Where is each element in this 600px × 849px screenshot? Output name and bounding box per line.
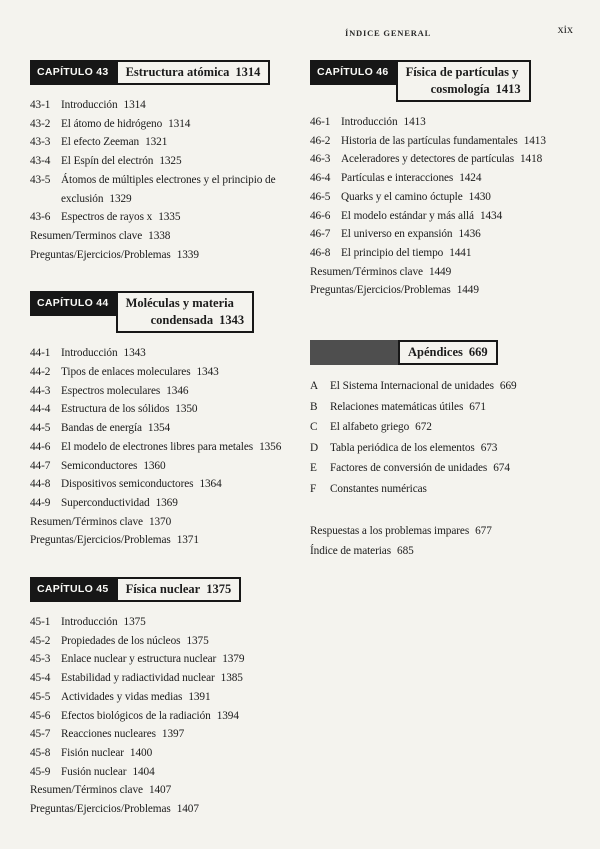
entry-page: 1413: [523, 134, 546, 147]
page-number: xix: [557, 22, 573, 36]
section-title-line: [126, 64, 261, 81]
chapter-section: [310, 60, 584, 300]
section-title-text: Estructura atómica: [125, 65, 230, 79]
toc-list: [310, 376, 584, 499]
entry-body: [61, 115, 296, 134]
entry-body: [30, 781, 296, 800]
plain-section: [310, 521, 584, 561]
entry-number: 45-8: [30, 746, 51, 759]
entry-number: A: [310, 380, 319, 393]
entry-page: 1397: [161, 728, 185, 741]
entry-text: El universo en expansión: [341, 228, 453, 241]
entry-page: 669: [499, 380, 517, 393]
toc-entry: [310, 541, 584, 561]
section-title-line: [408, 344, 488, 361]
entry-body: [61, 438, 296, 457]
toc-list: [310, 521, 584, 561]
entry-body: [330, 479, 584, 500]
entry-page: 1400: [129, 746, 153, 759]
entry-page: 1449: [428, 265, 452, 278]
entry-text: Fisión nuclear: [61, 746, 124, 759]
toc-list: [30, 613, 296, 819]
entry-body: [341, 132, 584, 151]
entry-text: Fusión nuclear: [61, 765, 127, 778]
entry-number: F: [310, 482, 317, 495]
entry-number: 46-5: [310, 190, 331, 203]
section-title-page: 1314: [235, 65, 261, 79]
entry-page: 1391: [188, 690, 211, 703]
entry-page: 677: [475, 525, 492, 538]
entry-number: 43-4: [30, 155, 51, 168]
entry-text: Resumen/Términos clave: [30, 784, 143, 797]
toc-entry: [310, 225, 584, 244]
entry-text: Resumen/Términos clave: [30, 515, 143, 528]
entry-text: Respuestas a los problemas impares: [310, 525, 470, 538]
entry-page: 674: [493, 462, 510, 475]
entry-text: Factores de conversión de unidades: [330, 462, 488, 475]
entry-number: B: [310, 400, 318, 413]
entry-number: 43-2: [30, 117, 51, 130]
entry-page: 1364: [199, 478, 222, 491]
chapter-section: [30, 291, 296, 550]
entry-number: 43-5: [30, 173, 51, 186]
entry-page: 1371: [176, 534, 199, 547]
toc-entry: [30, 632, 296, 651]
entry-body: [61, 688, 296, 707]
entry-text: El modelo de electrones libres para metales: [61, 440, 254, 453]
entry-body: [341, 225, 584, 244]
toc-entry: [310, 169, 584, 188]
entry-text: El efecto Zeeman: [61, 136, 140, 149]
entry-text: Tipos de enlaces moleculares: [61, 366, 191, 379]
entry-text: Quarks y el camino óctuple: [341, 190, 463, 203]
toc-entry: [30, 96, 296, 115]
section-title-page: 1343: [219, 313, 245, 328]
section-header: [30, 291, 296, 333]
toc-entry: [310, 188, 584, 207]
entry-body: [61, 133, 296, 152]
section-title: [398, 340, 498, 365]
section-title-text: condensada: [150, 313, 214, 328]
entry-body: [310, 521, 584, 541]
toc-entry: [30, 208, 296, 227]
toc-entry: [310, 207, 584, 226]
section-title-text: Física nuclear: [125, 582, 201, 597]
entry-number: 46-8: [310, 246, 331, 259]
entry-text: Superconductividad: [61, 496, 150, 509]
toc-entry: [30, 669, 296, 688]
entry-page: 1343: [123, 347, 146, 360]
toc-entry: [310, 417, 584, 438]
entry-body: [61, 171, 296, 208]
entry-number: E: [310, 462, 317, 475]
entry-body: [61, 744, 296, 763]
entry-page: 671: [469, 400, 486, 413]
entry-number: 45-3: [30, 653, 51, 666]
entry-body: [61, 669, 296, 688]
entry-body: [61, 363, 296, 382]
entry-page: 1430: [468, 190, 491, 203]
entry-page: 1436: [458, 228, 481, 241]
entry-text: El modelo estándar y más allá: [341, 209, 474, 222]
entry-text: Preguntas/Ejercicios/Problemas: [30, 534, 171, 547]
entry-body: [341, 113, 584, 132]
entry-text: Introducción: [61, 616, 118, 629]
toc-entry: [30, 171, 296, 208]
toc-entry: [310, 458, 584, 479]
section-title-line: Moléculas y materia: [125, 296, 234, 311]
section-header: [310, 340, 584, 365]
entry-text: Semiconductores: [61, 459, 138, 472]
entry-number: 44-2: [30, 366, 51, 379]
entry-number: 44-5: [30, 422, 51, 435]
toc-entry: [30, 419, 296, 438]
entry-number: 44-9: [30, 496, 51, 509]
chapter-label: CAPÍTULO 46: [310, 60, 396, 85]
entry-page: 1354: [147, 422, 171, 435]
toc-columns: [30, 60, 584, 819]
entry-text: Espectros de rayos x: [61, 211, 153, 224]
toc-entry: [30, 531, 296, 550]
entry-page: 1360: [143, 459, 166, 472]
entry-number: 44-1: [30, 347, 51, 360]
entry-body: [61, 419, 296, 438]
entry-body: [310, 281, 584, 300]
entry-body: [61, 725, 296, 744]
entry-body: [61, 457, 296, 476]
entry-body: [30, 227, 296, 246]
section-title-page: 1375: [206, 582, 232, 597]
toc-entry: [30, 246, 296, 265]
entry-body: [30, 513, 296, 532]
entry-page: 1356: [259, 440, 282, 453]
toc-entry: [30, 800, 296, 819]
toc-entry: [30, 152, 296, 171]
entry-text: Introducción: [61, 347, 118, 360]
right-column: [310, 60, 584, 819]
entry-text: El principio del tiempo: [341, 246, 444, 259]
entry-body: [341, 188, 584, 207]
entry-body: [310, 263, 584, 282]
entry-number: 43-1: [30, 99, 51, 111]
entry-page: 1314: [123, 99, 146, 111]
entry-page: 1325: [159, 155, 182, 168]
entry-body: [61, 152, 296, 171]
entry-text: Efectos biológicos de la radiación: [61, 709, 211, 722]
entry-text: El Sistema Internacional de unidades: [330, 380, 494, 393]
entry-body: [310, 541, 584, 561]
toc-entry: [30, 344, 296, 363]
entry-page: 1407: [176, 803, 199, 816]
toc-entry: [30, 781, 296, 800]
entry-page: 1335: [158, 211, 181, 224]
entry-page: 1350: [175, 403, 198, 416]
entry-text: Relaciones matemáticas útiles: [330, 400, 464, 413]
entry-page: 1394: [216, 709, 239, 722]
entry-text: Constantes numéricas: [330, 482, 427, 495]
entry-page: 1370: [148, 515, 172, 528]
section-title: [116, 577, 242, 602]
entry-number: 46-7: [310, 228, 331, 241]
entry-body: [330, 458, 584, 479]
section-title-page: 1413: [495, 82, 521, 96]
entry-text: Partículas e interacciones: [341, 172, 454, 185]
appendix-label-block: [310, 340, 398, 365]
toc-entry: [30, 115, 296, 134]
entry-body: [30, 800, 296, 819]
entry-body: [61, 475, 296, 494]
entry-text: Dispositivos semiconductores: [61, 478, 194, 491]
entry-text: Resumen/Términos clave: [310, 265, 423, 278]
toc-entry: [310, 113, 584, 132]
section-title-line: [126, 312, 245, 329]
entry-body: [61, 650, 296, 669]
toc-list: [30, 96, 296, 264]
entry-number: 45-2: [30, 634, 51, 647]
entry-body: [341, 244, 584, 263]
toc-entry: [30, 400, 296, 419]
entry-number: 44-6: [30, 440, 51, 453]
entry-page: 1329: [109, 192, 132, 205]
entry-text: El alfabeto griego: [330, 421, 410, 434]
entry-body: [61, 96, 296, 115]
toc-entry: [30, 438, 296, 457]
entry-text: Tabla periódica de los elementos: [330, 441, 475, 454]
entry-body: [30, 531, 296, 550]
section-title-line: Física de partículas y: [405, 65, 519, 79]
entry-text: Introducción: [341, 116, 398, 128]
entry-number: 46-1: [310, 116, 331, 128]
entry-text: Índice de materias: [310, 545, 392, 558]
entry-body: [330, 397, 584, 418]
entry-page: 1338: [148, 229, 171, 242]
entry-number: D: [310, 441, 319, 454]
toc-entry: [310, 281, 584, 300]
toc-entry: [30, 763, 296, 782]
entry-page: 1424: [459, 172, 482, 185]
entry-number: 45-4: [30, 672, 51, 685]
entry-text: El átomo de hidrógeno: [61, 117, 163, 130]
entry-number: 45-9: [30, 765, 51, 778]
entry-body: [61, 632, 296, 651]
entry-number: C: [310, 421, 318, 434]
entry-body: [330, 376, 584, 397]
toc-entry: [30, 457, 296, 476]
section-title: [116, 291, 255, 333]
entry-page: 1407: [148, 784, 172, 797]
toc-entry: [310, 438, 584, 459]
toc-entry: [30, 494, 296, 513]
section-title-page: 669: [468, 345, 488, 360]
section-header: [310, 60, 584, 102]
entry-page: 1321: [145, 136, 168, 149]
section-title: [116, 60, 271, 85]
entry-number: 46-3: [310, 153, 331, 166]
entry-text: Historia de las partículas fundamentales: [341, 134, 518, 147]
entry-text: Estructura de los sólidos: [61, 403, 170, 416]
entry-body: [61, 707, 296, 726]
entry-body: [61, 494, 296, 513]
entry-page: 1375: [123, 616, 146, 629]
section-header: [30, 577, 296, 602]
entry-page: 1441: [449, 246, 472, 259]
entry-number: 44-7: [30, 459, 51, 472]
entry-text: Propiedades de los núcleos: [61, 634, 181, 647]
entry-text: Aceleradores y detectores de partículas: [341, 153, 514, 166]
entry-page: 1339: [176, 248, 199, 261]
entry-page: 1375: [186, 634, 209, 647]
section-title: [396, 60, 531, 102]
toc-entry: [30, 382, 296, 401]
toc-entry: [30, 227, 296, 246]
entry-text: El Espín del electrón: [61, 155, 154, 168]
toc-list: [310, 113, 584, 300]
toc-entry: [310, 521, 584, 541]
toc-entry: [30, 707, 296, 726]
entry-body: [61, 344, 296, 363]
chapter-label: CAPÍTULO 45: [30, 577, 116, 602]
entry-text: Átomos de múltiples electrones y el principio de exclusión: [61, 173, 276, 205]
entry-text: Actividades y vidas medias: [61, 690, 183, 703]
entry-body: [61, 400, 296, 419]
entry-number: 45-6: [30, 709, 51, 722]
toc-entry: [310, 376, 584, 397]
section-title-text: cosmología: [430, 82, 490, 96]
entry-page: 1314: [168, 117, 191, 130]
section-title-text: Apéndices: [408, 345, 463, 360]
toc-list: [30, 344, 296, 550]
entry-body: [61, 208, 296, 227]
toc-entry: [310, 397, 584, 418]
chapter-section: [30, 577, 296, 819]
entry-number: 46-4: [310, 172, 331, 185]
toc-entry: [30, 688, 296, 707]
entry-number: 45-5: [30, 690, 51, 703]
entry-body: [61, 382, 296, 401]
entry-number: 46-2: [310, 134, 331, 147]
chapter-label: CAPÍTULO 43: [30, 60, 116, 85]
entry-page: 1346: [166, 384, 189, 397]
toc-entry: [310, 150, 584, 169]
toc-entry: [30, 613, 296, 632]
section-title-line: [406, 81, 521, 98]
entry-page: 1418: [520, 153, 543, 166]
entry-text: Preguntas/Ejercicios/Problemas: [310, 284, 451, 297]
entry-page: 1369: [155, 496, 178, 509]
chapter-label: CAPÍTULO 44: [30, 291, 116, 316]
entry-body: [341, 207, 584, 226]
entry-number: 44-3: [30, 384, 51, 397]
entry-text: Estabilidad y radiactividad nuclear: [61, 672, 215, 685]
entry-page: 1449: [456, 284, 479, 297]
left-column: [30, 60, 296, 819]
toc-entry: [30, 363, 296, 382]
entry-text: Introducción: [61, 99, 118, 111]
toc-entry: [310, 479, 584, 500]
entry-body: [330, 417, 584, 438]
chapter-section: [30, 60, 296, 264]
toc-entry: [30, 744, 296, 763]
entry-body: [341, 150, 584, 169]
entry-text: Espectros moleculares: [61, 384, 161, 397]
toc-entry: [310, 132, 584, 151]
entry-page: 1404: [132, 765, 155, 778]
entry-number: 45-1: [30, 616, 51, 629]
entry-page: 1385: [220, 672, 243, 685]
entry-page: 1343: [196, 366, 219, 379]
entry-body: [30, 246, 296, 265]
entry-body: [61, 763, 296, 782]
entry-page: 672: [415, 421, 432, 434]
toc-entry: [30, 725, 296, 744]
running-header-title: ÍNDICE GENERAL: [345, 28, 432, 38]
entry-text: Enlace nuclear y estructura nuclear: [61, 653, 217, 666]
entry-number: 46-6: [310, 209, 331, 222]
toc-entry: [30, 650, 296, 669]
entry-number: 44-8: [30, 478, 51, 491]
entry-number: 43-6: [30, 211, 51, 224]
toc-entry: [30, 475, 296, 494]
section-title-line: [126, 581, 232, 598]
entry-text: Preguntas/Ejercicios/Problemas: [30, 803, 171, 816]
section-header: [30, 60, 296, 85]
entry-body: [61, 613, 296, 632]
toc-entry: [30, 513, 296, 532]
entry-text: Reacciones nucleares: [61, 728, 156, 741]
entry-text: Bandas de energía: [61, 422, 142, 435]
entry-number: 45-7: [30, 728, 51, 741]
entry-text: Resumen/Terminos clave: [30, 229, 143, 242]
toc-entry: [310, 263, 584, 282]
appendix-section: [310, 340, 584, 499]
entry-body: [330, 438, 584, 459]
entry-number: 44-4: [30, 403, 51, 416]
entry-page: 1434: [479, 209, 503, 222]
entry-page: 1379: [222, 653, 245, 666]
entry-page: 673: [480, 441, 498, 454]
entry-text: Preguntas/Ejercicios/Problemas: [30, 248, 171, 261]
entry-number: 43-3: [30, 136, 51, 149]
toc-entry: [30, 133, 296, 152]
entry-body: [341, 169, 584, 188]
entry-page: 685: [397, 545, 414, 558]
entry-page: 1413: [403, 116, 426, 128]
toc-entry: [310, 244, 584, 263]
